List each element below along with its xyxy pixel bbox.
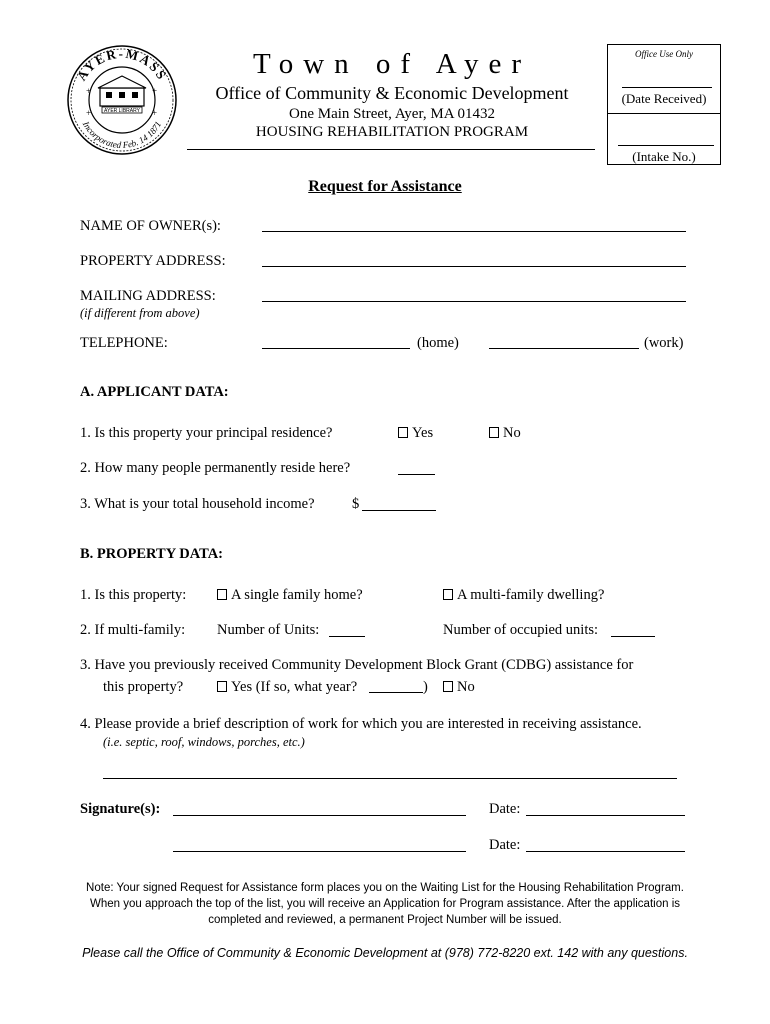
home-phone-field[interactable]	[262, 348, 410, 349]
occupied-units-label: Number of occupied units:	[443, 622, 599, 638]
mailing-address-label: MAILING ADDRESS:	[80, 288, 216, 304]
mailing-address-hint: (if different from above)	[80, 306, 200, 320]
cdbg-question: 3. Have you previously received Community Development Block Grant (CDBG) assistance for	[80, 657, 634, 673]
work-description-hint: (i.e. septic, roof, windows, porches, etc.)	[103, 735, 305, 749]
section-a-heading: A. APPLICANT DATA:	[80, 384, 229, 400]
number-of-units-label: Number of Units:	[217, 622, 320, 638]
number-of-units-field[interactable]	[329, 636, 365, 637]
section-b-heading: B. PROPERTY DATA:	[80, 546, 224, 562]
date-received-label: (Date Received)	[621, 91, 707, 106]
intake-number-line[interactable]	[618, 145, 714, 146]
office-box-divider	[608, 113, 720, 114]
residence-question: 1. Is this property your principal residence?	[80, 425, 333, 441]
signature-field-1[interactable]	[173, 815, 466, 816]
household-size-field[interactable]	[398, 474, 435, 475]
office-use-heading: Office Use Only	[635, 49, 693, 59]
work-description-field[interactable]	[103, 778, 677, 779]
cdbg-year-field[interactable]	[369, 692, 423, 693]
multi-family-checkbox[interactable]	[443, 589, 453, 600]
svg-text:+: +	[152, 108, 158, 118]
cdbg-yes-option[interactable]: Yes (If so, what year?	[217, 679, 357, 696]
telephone-label: TELEPHONE:	[80, 335, 168, 351]
residence-no-option[interactable]: No	[489, 425, 521, 442]
program-name: HOUSING REHABILITATION PROGRAM	[255, 124, 529, 140]
date-label-2: Date:	[489, 837, 521, 853]
owner-name-field[interactable]	[262, 231, 686, 232]
note-line-2: When you approach the top of the list, you will receive an Application for Program assistance. After the application is	[89, 898, 680, 910]
property-address-label: PROPERTY ADDRESS:	[80, 253, 226, 269]
owner-name-label: NAME OF OWNER(s):	[80, 218, 221, 234]
property-address-field[interactable]	[262, 266, 686, 267]
residence-yes-checkbox[interactable]	[398, 427, 408, 438]
svg-text:+: +	[152, 86, 158, 96]
town-title: Town of Ayer	[253, 48, 531, 80]
cdbg-no-option[interactable]: No	[443, 679, 475, 696]
cdbg-yes-checkbox[interactable]	[217, 681, 227, 692]
svg-text:+: +	[86, 86, 92, 96]
date-field-2[interactable]	[526, 851, 685, 852]
multi-family-option[interactable]: A multi-family dwelling?	[443, 587, 604, 604]
single-family-checkbox[interactable]	[217, 589, 227, 600]
date-received-line[interactable]	[622, 87, 712, 88]
cdbg-year-close: )	[423, 679, 428, 695]
office-use-box	[607, 44, 721, 165]
form-title: Request for Assistance	[308, 178, 462, 195]
income-currency-symbol: $	[352, 496, 360, 512]
office-name: Office of Community & Economic Development	[215, 83, 569, 103]
work-phone-field[interactable]	[489, 348, 639, 349]
note-line-1: Note: Your signed Request for Assistance form places you on the Waiting List for the Housing Rehabilitation Program.	[86, 882, 684, 894]
single-family-option[interactable]: A single family home?	[217, 587, 363, 604]
signature-label: Signature(s):	[80, 801, 161, 817]
occupied-units-field[interactable]	[611, 636, 655, 637]
work-phone-label: (work)	[644, 335, 684, 351]
mailing-address-field[interactable]	[262, 301, 686, 302]
household-size-question: 2. How many people permanently reside here?	[80, 460, 351, 476]
multi-family-question: 2. If multi-family:	[80, 622, 186, 638]
header-rule	[187, 149, 595, 150]
waiting-list-note	[80, 880, 690, 928]
cdbg-question-cont: this property?	[103, 679, 184, 695]
cdbg-no-checkbox[interactable]	[443, 681, 453, 692]
note-line-3: completed and reviewed, a permanent Project Number will be issued.	[208, 914, 562, 926]
income-question: 3. What is your total household income?	[80, 496, 315, 512]
intake-number-label: (Intake No.)	[632, 149, 696, 164]
home-phone-label: (home)	[417, 335, 459, 351]
signature-field-2[interactable]	[173, 851, 466, 852]
town-seal-logo	[66, 44, 178, 156]
svg-text:Incorporated Feb. 14 1871: Incorporated Feb. 14 1871	[80, 119, 164, 151]
residence-yes-option[interactable]: Yes	[398, 425, 433, 442]
contact-instruction: Please call the Office of Community & Economic Development at (978) 772-8220 ext. 142 with any questions.	[82, 946, 688, 960]
property-type-question: 1. Is this property:	[80, 587, 187, 603]
office-address: One Main Street, Ayer, MA 01432	[289, 106, 495, 122]
svg-text:AYER LIBRARY: AYER LIBRARY	[104, 108, 140, 114]
svg-text:+: +	[86, 108, 92, 118]
date-field-1[interactable]	[526, 815, 685, 816]
svg-text:AYER-MASS: AYER-MASS	[73, 45, 171, 84]
residence-no-checkbox[interactable]	[489, 427, 499, 438]
income-field[interactable]	[362, 510, 436, 511]
work-description-question: 4. Please provide a brief description of work for which you are interested in receiving assistance.	[80, 716, 642, 732]
date-label-1: Date:	[489, 801, 521, 817]
